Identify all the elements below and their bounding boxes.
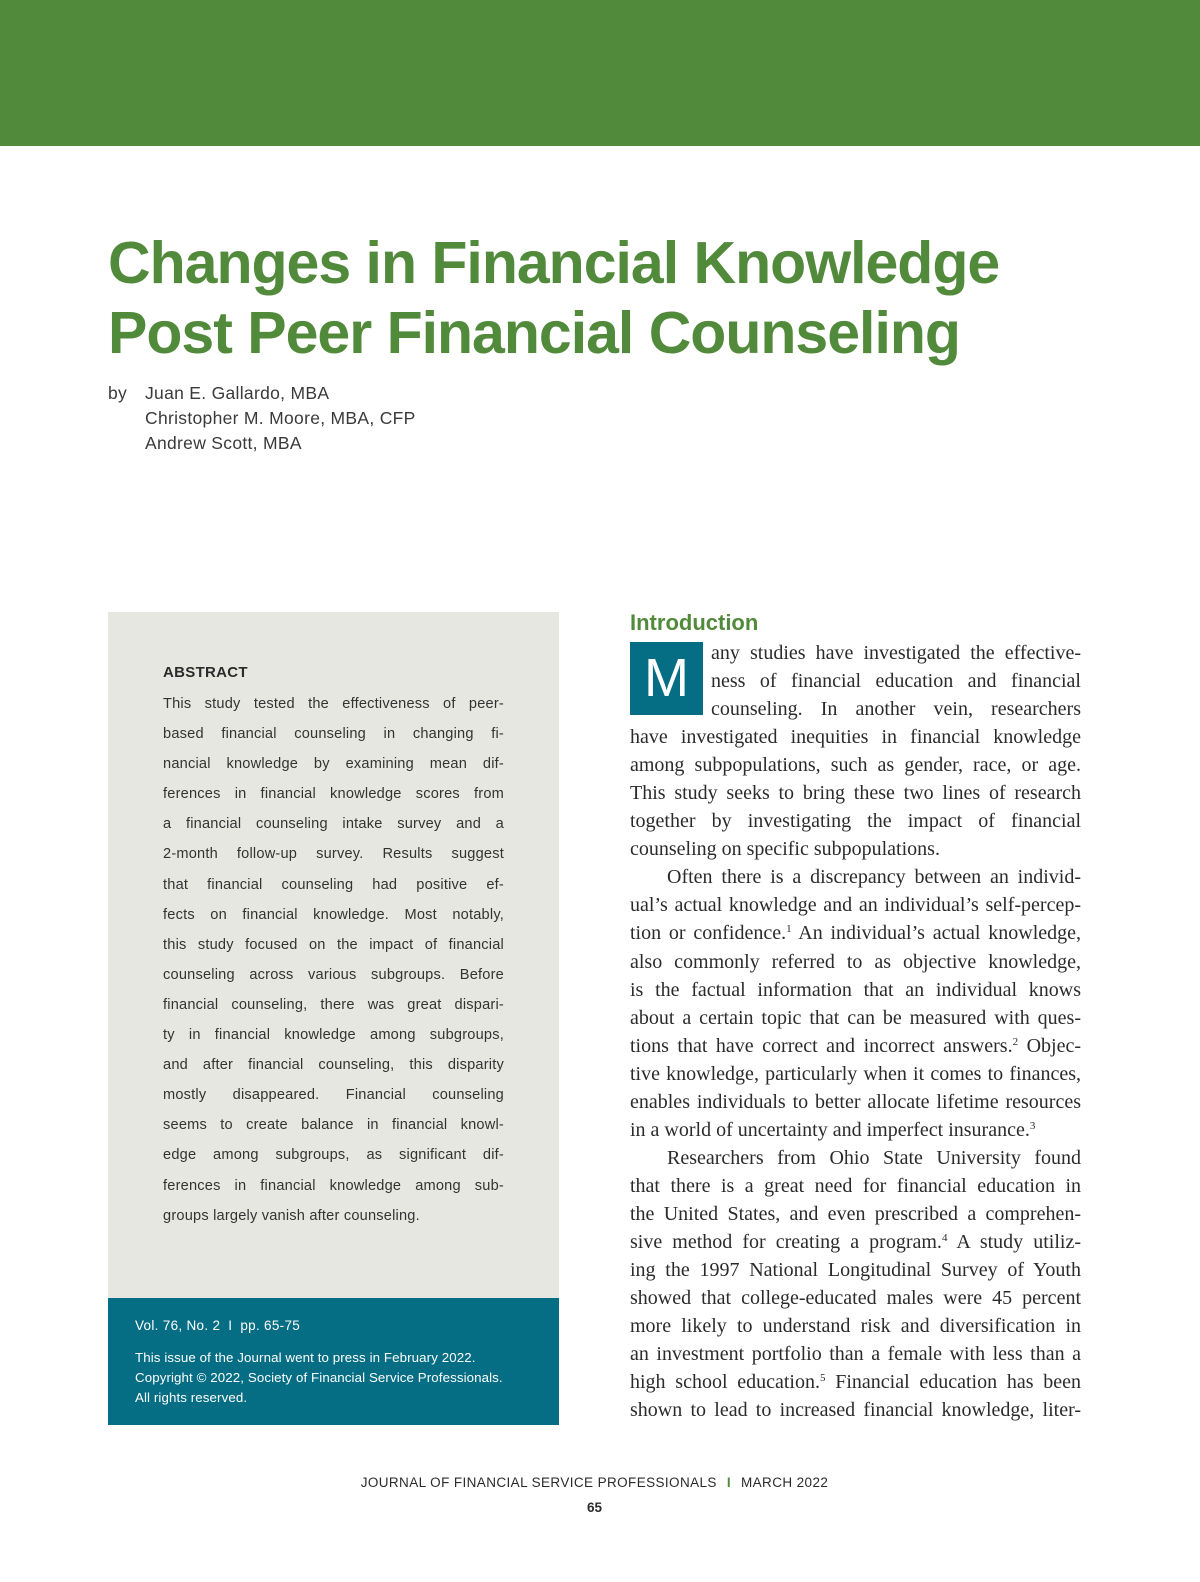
body-line: counseling on specific subpopulations. <box>630 838 940 861</box>
copyright-line: Copyright © 2022, Society of Financial Service Professionals. <box>135 1370 503 1385</box>
body-text-segment: tions that have correct and incorrect answers. <box>630 1034 1013 1057</box>
body-line: also commonly referred to as objective knowledge, <box>630 950 1081 973</box>
body-line <box>630 1228 1081 1256</box>
body-line: ness of financial education and financial <box>711 670 1081 693</box>
introduction-body <box>630 639 1081 1424</box>
copyright-line: This issue of the Journal went to press in February 2022. <box>135 1350 476 1365</box>
body-line: Researchers from Ohio State University found <box>667 1146 1081 1169</box>
title-line: Changes in Financial Knowledge <box>108 230 1000 296</box>
body-line: is the factual information that an individual knows <box>630 978 1081 1001</box>
body-line: tive knowledge, particularly when it comes to finances, <box>630 1062 1081 1085</box>
abstract-line: that financial counseling had positive ef- <box>163 876 504 893</box>
body-line: together by investigating the impact of financial <box>630 810 1081 833</box>
page-range: pp. 65-75 <box>240 1318 301 1333</box>
body-line: counseling. In another vein, researchers <box>711 698 1081 721</box>
author-list <box>145 381 416 456</box>
abstract-line: ferences in financial knowledge scores from <box>163 786 504 803</box>
body-line <box>630 1032 1081 1060</box>
abstract-line: and after financial counseling, this disparity <box>163 1057 504 1074</box>
body-text-segment: An individual’s actual knowledge, <box>791 922 1082 945</box>
drop-cap: M <box>630 642 703 715</box>
running-footer <box>0 1475 1189 1490</box>
title-line: Post Peer Financial Counseling <box>108 300 960 366</box>
body-line: shown to lead to increased financial knowledge, liter- <box>630 1399 1081 1422</box>
byline-label: by <box>108 383 128 403</box>
journal-name: JOURNAL OF FINANCIAL SERVICE PROFESSIONALS <box>360 1475 717 1490</box>
abstract-line: based financial counseling in changing fi- <box>163 726 504 743</box>
footnote-ref: 2 <box>1012 1035 1019 1048</box>
body-line: enables individuals to better allocate lifetime resources <box>630 1090 1081 1113</box>
volume-number: Vol. 76, No. 2 <box>135 1318 221 1333</box>
body-line: any studies have investigated the effective- <box>711 642 1081 664</box>
body-line <box>630 1116 1081 1144</box>
volume-info <box>135 1318 300 1333</box>
author: Christopher M. Moore, MBA, CFP <box>145 408 416 428</box>
abstract-line: ty in financial knowledge among subgroups, <box>163 1027 504 1044</box>
body-line: more likely to understand risk and diversification in <box>630 1315 1081 1338</box>
article-title <box>108 228 1108 368</box>
abstract-line: ferences in financial knowledge among sub- <box>163 1177 504 1194</box>
copyright-note <box>135 1348 545 1408</box>
body-text-segment: Financial education has been <box>825 1371 1081 1394</box>
abstract-line: financial counseling, there was great dispari- <box>163 996 504 1013</box>
body-line: have investigated inequities in financial knowledge <box>630 726 1081 749</box>
copyright-line: All rights reserved. <box>135 1390 248 1405</box>
body-text-segment: high school education. <box>630 1371 820 1394</box>
body-line: showed that college-educated males were 45 percent <box>630 1287 1081 1310</box>
abstract-line: counseling across various subgroups. Before <box>163 966 504 983</box>
abstract-line: seems to create balance in financial knowl- <box>163 1117 504 1134</box>
abstract-text <box>163 689 504 1231</box>
footnote-ref: 4 <box>941 1231 948 1244</box>
footer-separator: I <box>726 1475 731 1490</box>
body-line: This study seeks to bring these two lines of research <box>630 782 1081 805</box>
publication-info-box <box>108 1298 559 1425</box>
abstract-line: mostly disappeared. Financial counseling <box>163 1087 504 1104</box>
body-text-segment: Objec- <box>1018 1034 1082 1057</box>
body-text-segment: tion or confidence. <box>630 922 787 945</box>
header-band <box>0 0 1200 146</box>
body-line: ual’s actual knowledge and an individual’s self-percep- <box>630 894 1081 917</box>
body-line: the United States, and even prescribed a comprehen- <box>630 1202 1081 1225</box>
body-line: Often there is a discrepancy between an individ- <box>667 866 1081 889</box>
abstract-line: 2-month follow-up survey. Results suggest <box>163 846 504 863</box>
body-line <box>630 1368 1081 1396</box>
abstract-line: edge among subgroups, as significant dif- <box>163 1147 504 1164</box>
body-line: ing the 1997 National Longitudinal Survey of Youth <box>630 1259 1081 1282</box>
abstract-line: This study tested the effectiveness of peer- <box>163 696 504 712</box>
author: Juan E. Gallardo, MBA <box>145 383 330 403</box>
body-text-segment: A study utiliz- <box>947 1230 1081 1253</box>
body-line: among subpopulations, such as gender, race, or age. <box>630 754 1081 777</box>
abstract-box <box>108 612 559 1298</box>
body-text-segment: sive method for creating a program. <box>630 1230 942 1253</box>
body-line: an investment portfolio than a female with less than a <box>630 1343 1081 1366</box>
body-line: that there is a great need for financial education in <box>630 1174 1081 1197</box>
footnote-ref: 5 <box>819 1372 826 1385</box>
abstract-line: this study focused on the impact of financial <box>163 936 504 953</box>
footnote-ref: 1 <box>786 923 792 936</box>
body-text-segment: in a world of uncertainty and imperfect insurance. <box>630 1118 1030 1141</box>
volume-separator: I <box>228 1318 233 1333</box>
abstract-line: groups largely vanish after counseling. <box>163 1207 420 1224</box>
footnote-ref: 3 <box>1029 1119 1036 1132</box>
abstract-line: a financial counseling intake survey and a <box>163 816 504 833</box>
abstract-line: nancial knowledge by examining mean dif- <box>163 756 504 773</box>
section-heading-introduction: Introduction <box>630 610 759 635</box>
body-line <box>630 919 1081 947</box>
page-number: 65 <box>586 1500 603 1515</box>
abstract-heading: ABSTRACT <box>163 664 248 681</box>
issue-date: MARCH 2022 <box>741 1475 829 1490</box>
abstract-line: fects on financial knowledge. Most notably, <box>163 906 504 923</box>
author: Andrew Scott, MBA <box>145 433 302 453</box>
body-line: about a certain topic that can be measured with ques- <box>630 1006 1081 1029</box>
